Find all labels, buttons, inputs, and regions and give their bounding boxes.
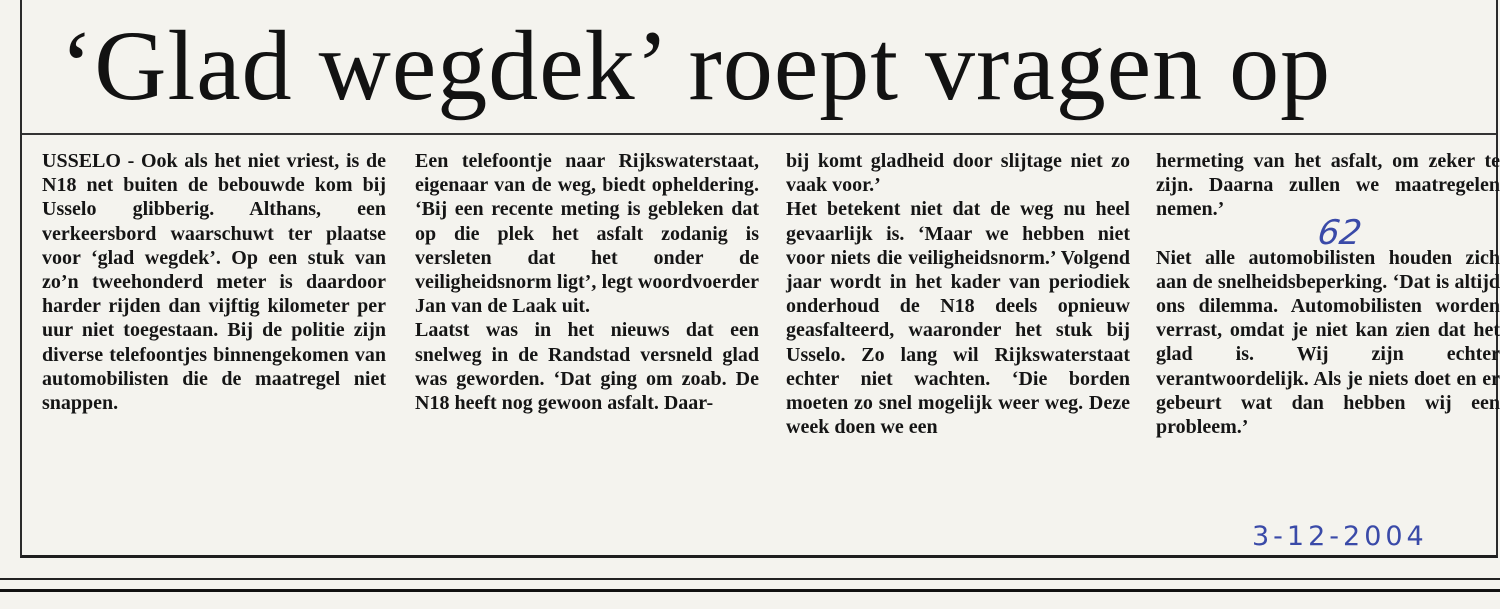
paragraph: bij komt gladheid door slijtage niet zo vaak voor.’	[786, 150, 1130, 197]
paragraph: USSELO - Ook als het niet vriest, is de N18 net buiten de bebouwde kom bij Usselo glibberig. Althans, een verkeersbord waarschuwt ter plaatse voor ‘glad wegdek’. Op een stuk van zo’n tweehonderd meter is daardoor harder rijden dan vijftig kilometer per uur niet toegestaan. Bij de politie zijn diverse telefoontjes binnengekomen van automobilisten die de maatregel niet snappen.	[42, 150, 386, 415]
article-column-1	[42, 149, 386, 415]
paragraph: Het betekent niet dat de weg nu heel gevaarlijk is. ‘Maar we hebben niet voor niets die veiligheidsnorm.’ Volgend jaar wordt in het kader van periodiek onderhoud de N18 deels opnieuw geasfalteerd, waaronder het stuk bij Usselo. Zo lang wil Rijkswaterstaat echter niet wachten. ‘Die borden moeten zo snel mogelijk weer weg. Deze week doen we een	[786, 198, 1130, 439]
bottom-rule	[0, 589, 1500, 592]
article-column-4	[1156, 149, 1500, 439]
article-column-2	[415, 149, 759, 415]
paragraph: Niet alle automobilisten houden zich aan de snelheidsbeperking. ‘Dat is altijd ons dilemma. Automobilisten worden verrast, omdat je niet kan zien dat het glad is. Wij zijn echter verantwoordelijk. Als je niets doet en er gebeurt wat dan hebben wij een probleem.’	[1156, 246, 1500, 439]
paragraph: hermeting van het asfalt, om zeker te zijn. Daarna zullen we maatregelen nemen.’	[1156, 150, 1500, 221]
paragraph: Een telefoontje naar Rijkswaterstaat, eigenaar van de weg, biedt opheldering. ‘Bij een recente meting is gebleken dat op die plek het asfalt zodanig is versleten dat het onder de veiligheidsnorm ligt’, legt woordvoerder Jan van de Laak uit.	[415, 150, 759, 318]
headline: ‘Glad wegdek’ roept vragen op	[60, 10, 1332, 121]
article-column-3	[786, 149, 1130, 439]
handwritten-date: 3-12-2004	[1252, 521, 1428, 552]
handwritten-number: 62	[1315, 213, 1365, 253]
headline-rule	[22, 133, 1496, 135]
bottom-rule	[0, 578, 1500, 580]
paragraph: Laatst was in het nieuws dat een snelweg in de Randstad versneld glad was geworden. ‘Dat ging om zoab. De N18 heeft nog gewoon asfalt. Daar-	[415, 319, 759, 415]
